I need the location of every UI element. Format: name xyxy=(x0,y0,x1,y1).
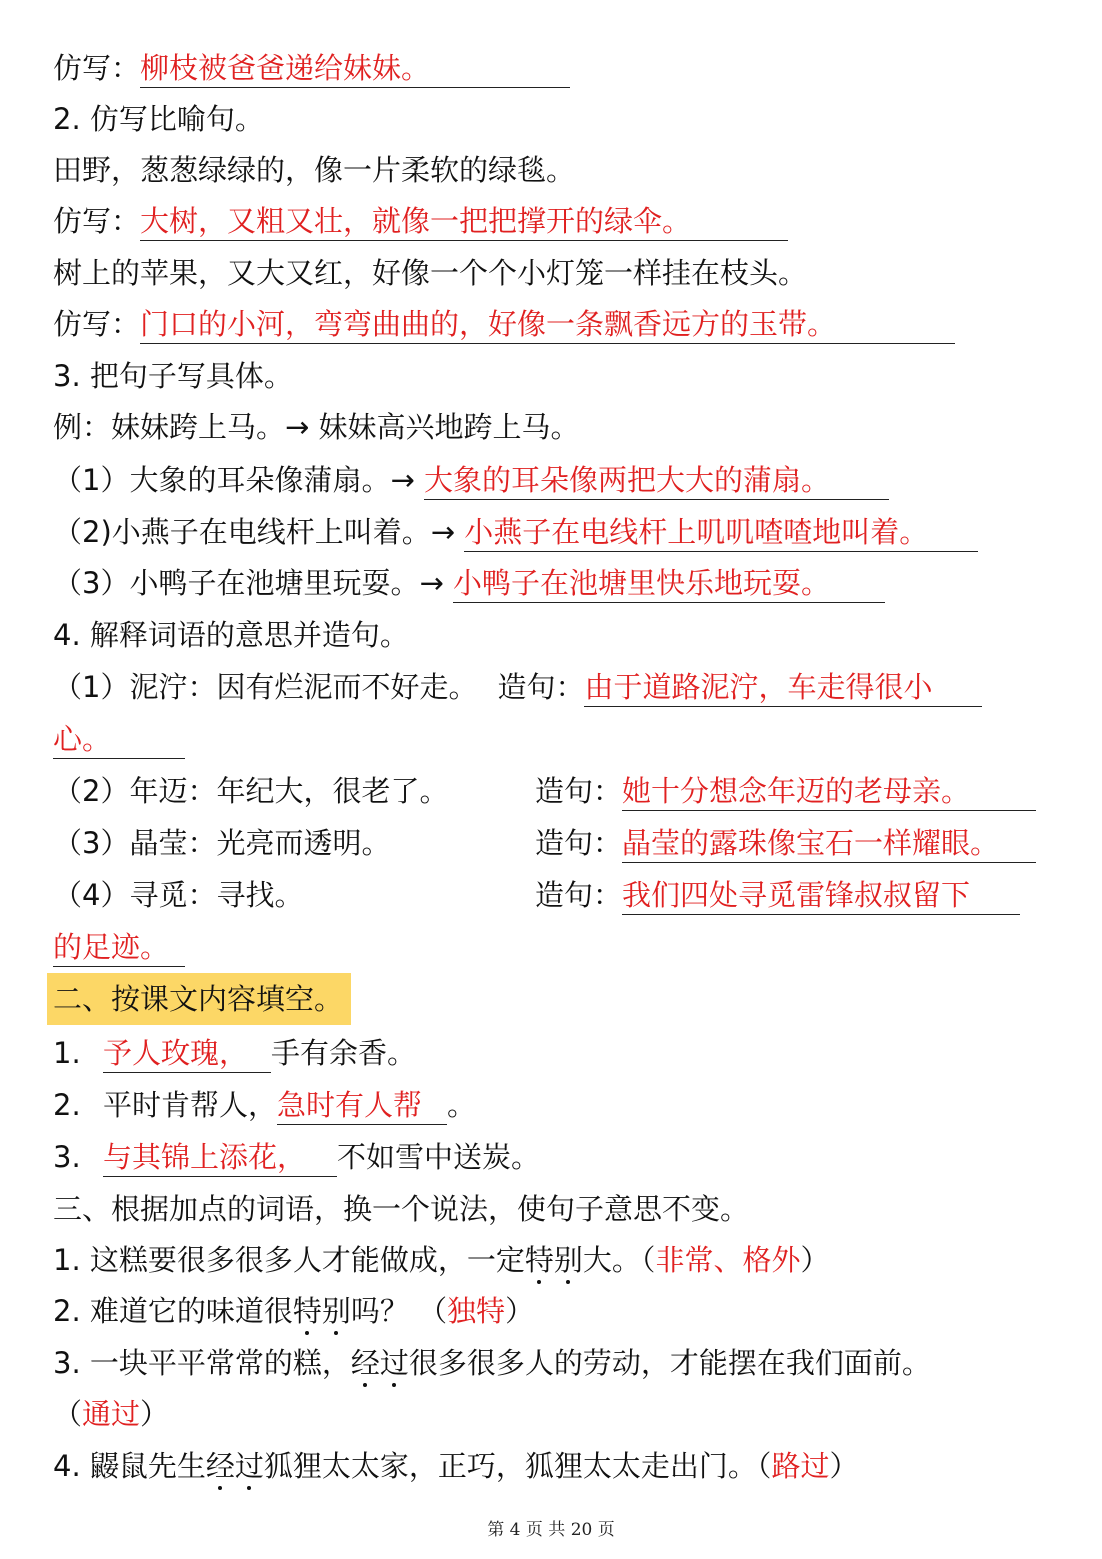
answer-blank: 小鸭子在池塘里快乐地玩耍。 xyxy=(453,564,885,603)
expand-item-2: （2)小燕子在电线杆上叫着。→ 小燕子在电线杆上叽叽喳喳地叫着。 xyxy=(53,512,978,552)
example-sentence: 田野，葱葱绿绿的，像一片柔软的绿毯。 xyxy=(53,153,576,187)
answer-blank: 门口的小河，弯弯曲曲的，好像一条飘香远方的玉带。 xyxy=(140,305,955,344)
dotted-char: 经 xyxy=(206,1446,235,1486)
answer-text: 独特 xyxy=(447,1294,506,1328)
page-number-footer: 第 4 页 共 20 页 xyxy=(487,1520,615,1540)
rewrite-item-3-answer: （通过） xyxy=(53,1397,170,1431)
answer-blank: 心。 xyxy=(53,720,185,759)
rewrite-item-1: 1. 这糕要很多很多人才能做成，一定特别大。（非常、格外） xyxy=(53,1240,829,1280)
answer-text: 路过 xyxy=(771,1449,830,1483)
answer-blank: 与其锦上添花， xyxy=(103,1138,337,1177)
word-item-2: （2）年迈：年纪大，很老了。 造句：她十分想念年迈的老母亲。 xyxy=(53,771,1036,811)
fill-item-1: 1. 予人玫瑰， 手有余香。 xyxy=(53,1033,416,1073)
dotted-char: 特 xyxy=(293,1291,322,1331)
word-item-1: （1）泥泞：因有烂泥而不好走。 造句：由于道路泥泞，车走得很小 xyxy=(53,667,982,707)
question-heading-2: 2. 仿写比喻句。 xyxy=(53,102,264,136)
highlighted-heading: 二、按课文内容填空。 xyxy=(47,973,351,1025)
rewrite-item-3: 3. 一块平平常常的糕，经过很多很多人的劳动，才能摆在我们面前。 xyxy=(53,1343,931,1383)
dotted-char: 过 xyxy=(235,1446,264,1486)
answer-blank: 小燕子在电线杆上叽叽喳喳地叫着。 xyxy=(464,513,978,552)
expand-item-3: （3）小鸭子在池塘里玩耍。→ 小鸭子在池塘里快乐地玩耍。 xyxy=(53,563,885,603)
dotted-char: 过 xyxy=(380,1343,409,1383)
rewrite-item-2: 2. 难道它的味道很特别吗？ （独特） xyxy=(53,1291,534,1331)
example-line: 例：妹妹跨上马。→ 妹妹高兴地跨上马。 xyxy=(53,410,580,444)
word-item-4-cont xyxy=(53,927,185,967)
imitation-line-1: 仿写：柳枝被爸爸递给妹妹。 xyxy=(53,48,570,88)
answer-blank: 她十分想念年迈的老母亲。 xyxy=(622,772,1036,811)
word-item-4: （4）寻觅：寻找。 造句：我们四处寻觅雷锋叔叔留下 xyxy=(53,875,1020,915)
dotted-char: 特 xyxy=(525,1240,554,1280)
word-item-3: （3）晶莹：光亮而透明。 造句：晶莹的露珠像宝石一样耀眼。 xyxy=(53,823,1036,863)
answer-blank: 予人玫瑰， xyxy=(103,1034,271,1073)
rewrite-item-4: 4. 鼹鼠先生经过狐狸太太家，正巧，狐狸太太走出门。（路过） xyxy=(53,1446,858,1486)
answer-text: 非常、格外 xyxy=(655,1243,801,1277)
word-item-1-cont xyxy=(53,719,185,759)
answer-blank: 柳枝被爸爸递给妹妹。 xyxy=(140,49,570,88)
dotted-char: 别 xyxy=(322,1291,351,1331)
fill-item-3: 3. 与其锦上添花， 不如雪中送炭。 xyxy=(53,1137,540,1177)
imitation-line-3: 仿写：门口的小河，弯弯曲曲的，好像一条飘香远方的玉带。 xyxy=(53,304,955,344)
fill-item-2: 2. 平时肯帮人，急时有人帮 。 xyxy=(53,1085,476,1125)
answer-blank: 的足迹。 xyxy=(53,928,185,967)
expand-item-1: （1）大象的耳朵像蒲扇。→ 大象的耳朵像两把大大的蒲扇。 xyxy=(53,460,889,500)
section-heading-2 xyxy=(53,979,351,1025)
answer-blank: 由于道路泥泞，车走得很小 xyxy=(584,668,982,707)
answer-blank: 晶莹的露珠像宝石一样耀眼。 xyxy=(622,824,1036,863)
dotted-char: 经 xyxy=(351,1343,380,1383)
answer-blank: 大树，又粗又壮，就像一把把撑开的绿伞。 xyxy=(140,202,788,241)
question-heading-3: 3. 把句子写具体。 xyxy=(53,359,293,393)
section-heading-3: 三、根据加点的词语，换一个说法，使句子意思不变。 xyxy=(53,1192,750,1226)
answer-blank: 我们四处寻觅雷锋叔叔留下 xyxy=(622,876,1020,915)
dotted-char: 别 xyxy=(554,1240,583,1280)
answer-blank: 急时有人帮 xyxy=(277,1086,447,1125)
imitation-line-2: 仿写：大树，又粗又壮，就像一把把撑开的绿伞。 xyxy=(53,201,788,241)
example-sentence: 树上的苹果，又大又红，好像一个个小灯笼一样挂在枝头。 xyxy=(53,256,808,290)
answer-blank: 大象的耳朵像两把大大的蒲扇。 xyxy=(424,461,889,500)
answer-text: 通过 xyxy=(82,1397,141,1431)
question-heading-4: 4. 解释词语的意思并造句。 xyxy=(53,618,409,652)
